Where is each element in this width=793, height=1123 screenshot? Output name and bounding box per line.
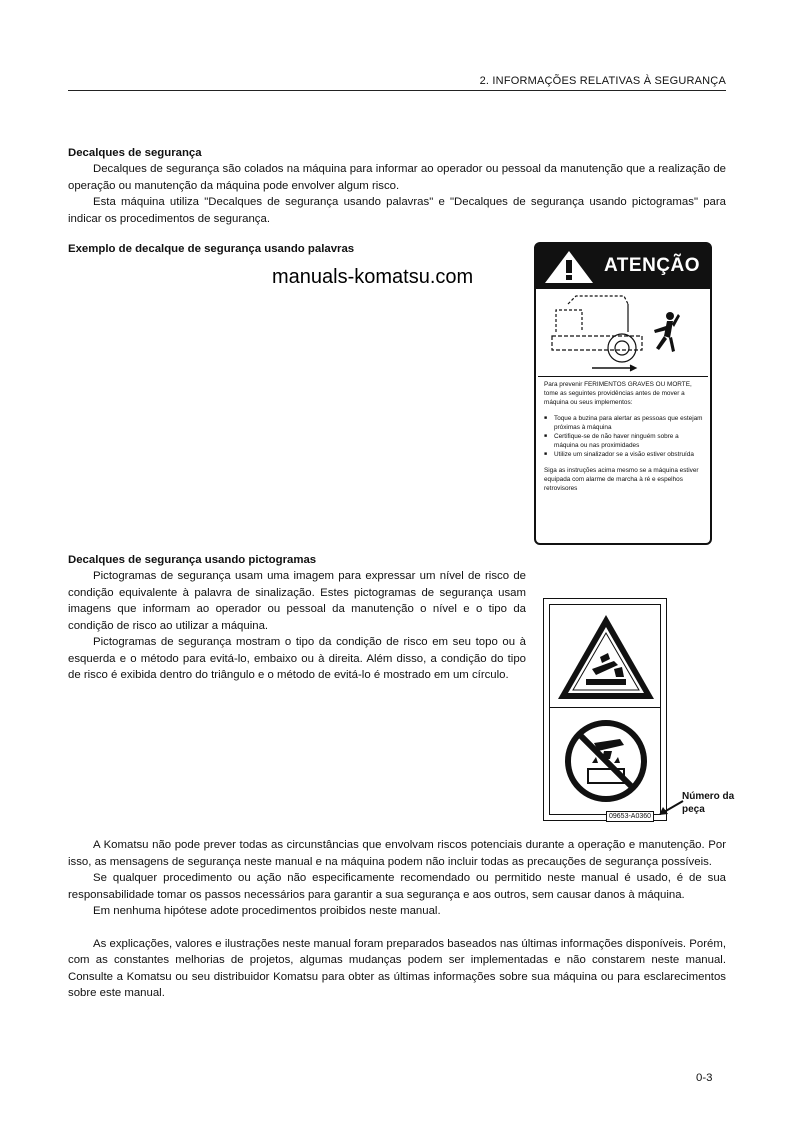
paragraph: Em nenhuma hipótese adote procedimentos proibidos neste manual. [93,905,441,917]
crush-hazard-triangle-icon [556,613,656,701]
paragraph: Pictogramas de segurança mostram o tipo da condição de risco em seu topo ou à esquerda e o método para evitá-lo, embaixo ou à direita. Além disso, a condição do tipo de risco é exibida dentro do triângulo e o método de evitá-lo é mostrado em um círculo. [68,636,526,681]
paragraph: Decalques de segurança são colados na máquina para informar ao operador ou pessoal da manutenção que a realização de operação ou manutenção da máquina pode envolver algum risco. [68,163,726,192]
decal-instructions [544,380,704,499]
part-number: 09653-A0360 [606,811,654,822]
paragraph: A Komatsu não pode prever todas as circunstâncias que envolvam riscos potenciais durante a operação e manutenção. Por isso, as mensagens de segurança neste manual e na máquina podem não incluir todas as precauções de segurança possíveis. [68,839,726,868]
pictogram-inner-frame [549,604,661,815]
word-decal-section [68,242,508,257]
decal-header [536,244,710,289]
section-header: 2. INFORMAÇÕES RELATIVAS À SEGURANÇA [68,74,726,91]
pictogram-divider [550,707,660,708]
paragraph: As explicações, valores e ilustrações neste manual foram preparados baseados nas últimas informações disponíveis. Porém, com as constantes melhorias de projetos, algumas mudanças podem ser implementadas e não constarem neste manual. Consulte a Komatsu ou seu distribuidor Komatsu para obter as últimas informações sobre sua máquina ou para esclarecimentos sobre este manual. [68,937,726,999]
intro-section [68,146,726,227]
decal-title: ATENÇÃO [604,255,701,276]
disclaimer-section [68,837,726,1002]
paragraph: Esta máquina utiliza "Decalques de segurança usando palavras" e "Decalques de segurança usando pictogramas" para indicar os procedimentos de segurança. [68,196,726,225]
decal-bullet: ■ Certifique-se de não haver ninguém sobre a máquina ou nas proximidades [544,432,704,450]
heading-safety-decals: Decalques de segurança [68,147,202,159]
prohibition-circle-icon [564,719,648,803]
decal-bullet: ■ Utilize um sinalizador se a visão estiver obstruída [544,450,704,459]
heading-word-decal-example: Exemplo de decalque de segurança usando palavras [68,243,355,255]
pictogram-section [68,553,526,684]
warning-decal [534,242,712,545]
warning-triangle-icon [544,250,594,284]
pointer-arrow-icon [658,800,684,816]
pictogram-decal [543,598,667,821]
paragraph: Se qualquer procedimento ou ação não especificamente recomendado ou permitido neste manual é usado, é de sua responsabilidade tomar os passos necessários para garantir a sua segurança e aos outros, sem causar danos à máquina. [68,872,726,901]
paragraph: Pictogramas de segurança usam uma imagem para expressar um nível de risco de condição equivalente à palavra de sinalização. Estes pictogramas de segurança usam imagens que informam ao operador ou pessoal da manutenção o nível e o tipo da condição de risco ao utilizar a máquina. [68,570,526,632]
decal-bullet: ■ Toque a buzina para alertar as pessoas que estejam próximas à máquina [544,414,704,432]
part-number-label: Número da peça [682,791,735,815]
decal-footer: Siga as instruções acima mesmo se a máquina estiver equipada com alarme de marcha à ré e espelhos retrovisores [544,466,699,493]
decal-intro: Para prevenir FERIMENTOS GRAVES OU MORTE, tome as seguintes providências antes de mover a máquina ou seus implementos: [544,381,692,407]
machine-person-illustration-icon [542,292,706,374]
decal-separator [538,376,708,377]
watermark-text: manuals-komatsu.com [272,266,474,288]
decal-bullet-list [544,414,704,460]
page-number: 0-3 [696,1072,713,1084]
heading-pictogram-decals: Decalques de segurança usando pictogramas [68,554,317,566]
